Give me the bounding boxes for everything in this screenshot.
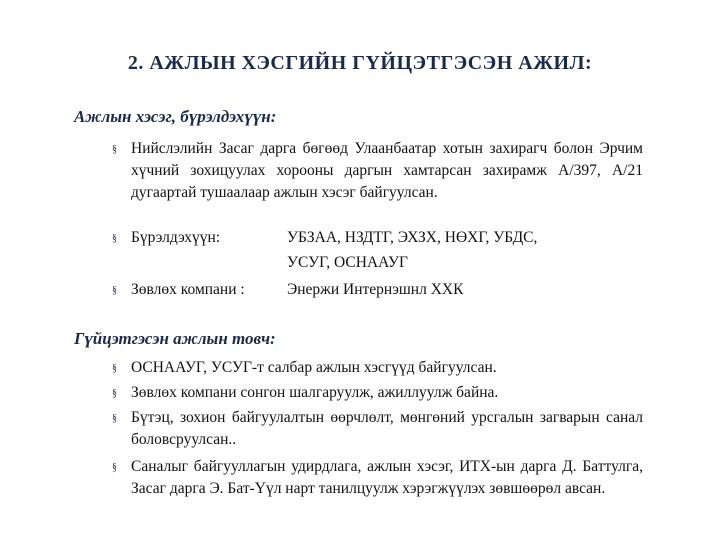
bullet-marker: §	[112, 144, 117, 155]
slide-title: 2. АЖЛЫН ХЭСГИЙН ГҮЙЦЭТГЭСЭН АЖИЛ:	[127, 52, 593, 74]
section-heading-summary: Гүйцэтгэсэн ажлын товч:	[74, 329, 276, 348]
summary-item: Саналыг байгууллагын удирдлага, ажлын хэсэг, ИТХ-ын дарга Д. Баттулга, Засаг дарга Э. Бат-Үүл нарт танилцуулж хэрэгжүүлэх зөвшөөрөл авсан.	[131, 458, 643, 497]
bullet-marker: §	[112, 363, 117, 374]
bullet-marker: §	[112, 285, 117, 296]
establishment-text: Нийслэлийн Засаг дарга бөгөөд Улаанбаатар хотын захирагч болон Эрчим хүчний зохицуулах хорооны даргын хамтарсан захирамж А/397, А/21 дугаартай тушаалаар ажлын хэсэг байгуулсан.	[131, 140, 643, 201]
consultant-value: Энержи Интернэшнл ХХК	[287, 281, 464, 298]
members-value-line2: УСУГ, ОСНААУГ	[287, 254, 408, 271]
summary-item: Зөвлөх компани сонгон шалгаруулж, ажиллуулж байна.	[131, 384, 499, 401]
summary-item: ОСНААУГ, УСУГ-т салбар ажлын хэсгүүд байгуулсан.	[131, 359, 497, 376]
bullet-marker: §	[112, 233, 117, 244]
members-value-line1: УБЗАА, НЗДТГ, ЭХЗХ, НӨХГ, УБДС,	[287, 229, 538, 246]
bullet-marker: §	[112, 462, 117, 473]
section-heading-working-group: Ажлын хэсэг, бүрэлдэхүүн:	[74, 107, 277, 126]
bullet-marker: §	[112, 388, 117, 399]
members-label: Бүрэлдэхүүн:	[131, 229, 221, 246]
summary-item: Бүтэц, зохион байгуулалтын өөрчлөлт, мөнгөний урсгалын загварын санал боловсруулсан..	[131, 409, 643, 448]
bullet-marker: §	[112, 413, 117, 424]
consultant-label: Зөвлөх компани :	[131, 281, 245, 298]
